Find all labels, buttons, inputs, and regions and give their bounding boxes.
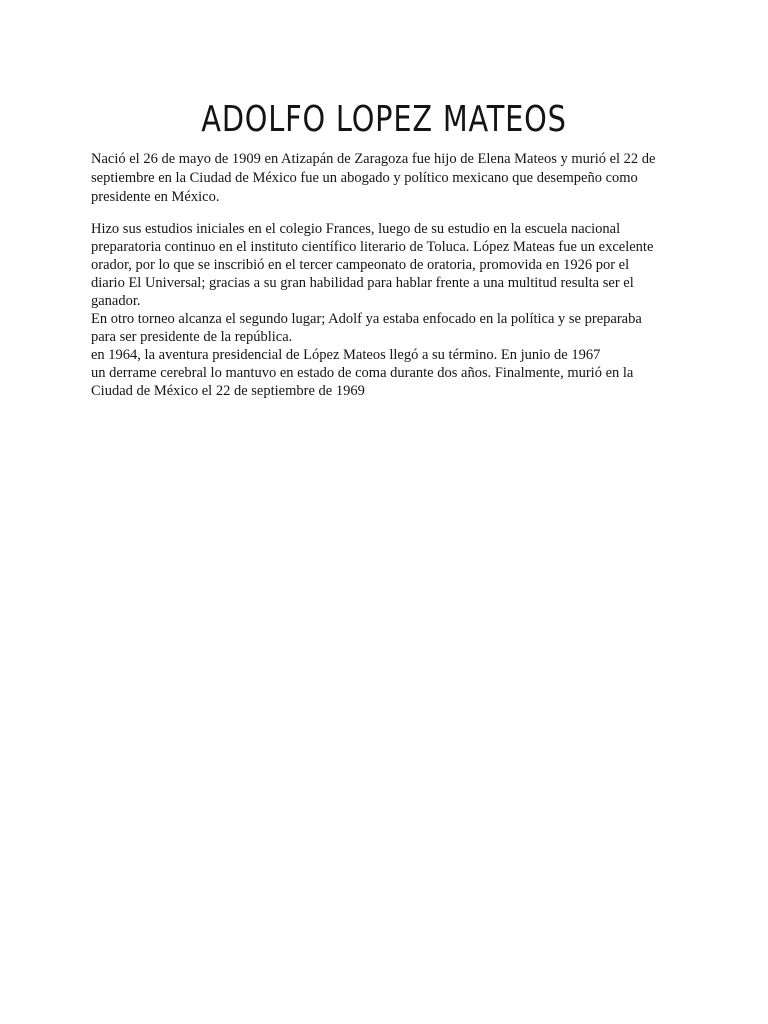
- text-line: para ser presidente de la república.: [91, 329, 293, 345]
- text-line: ganador.: [91, 293, 141, 309]
- text-line: Ciudad de México el 22 de septiembre de 1969: [91, 383, 365, 399]
- text-line: diario El Universal; gracias a su gran habilidad para hablar frente a una multitud resulta ser el: [91, 275, 634, 291]
- text-line: preparatoria continuo en el instituto científico literario de Toluca. López Mateas fue un excelente: [91, 239, 654, 255]
- text-line: septiembre en la Ciudad de México fue un abogado y político mexicano que desempeño como: [91, 170, 638, 186]
- text-line: un derrame cerebral lo mantuvo en estado de coma durante dos años. Finalmente, murió en la: [91, 365, 634, 381]
- text-line: orador, por lo que se inscribió en el tercer campeonato de oratoria, promovida en 1926 por el: [91, 257, 630, 273]
- text-line: Hizo sus estudios iniciales en el colegio Frances, luego de su estudio en la escuela nacional: [91, 221, 621, 237]
- paragraph-biography-intro: [91, 150, 691, 207]
- text-line: Nació el 26 de mayo de 1909 en Atizapán de Zaragoza fue hijo de Elena Mateos y murió el 22 de: [91, 151, 656, 167]
- text-line: En otro torneo alcanza el segundo lugar; Adolf ya estaba enfocado en la política y se preparaba: [91, 311, 642, 327]
- text-line: presidente en México.: [91, 189, 220, 205]
- document-title: ADOLFO LOPEZ MATEOS: [201, 99, 567, 140]
- paragraph-biography-details: [91, 220, 691, 400]
- text-line: en 1964, la aventura presidencial de López Mateos llegó a su término. En junio de 1967: [91, 347, 601, 363]
